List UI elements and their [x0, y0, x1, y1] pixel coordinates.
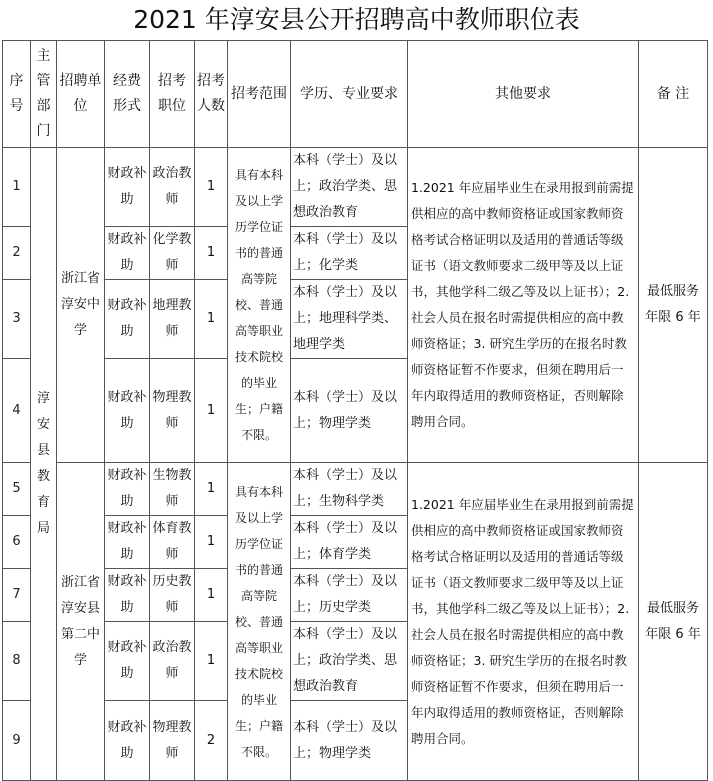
- position-cell: 物理教师: [150, 359, 195, 463]
- seq-cell: 2: [3, 227, 31, 280]
- seq-cell: 6: [3, 516, 31, 569]
- header-fund: 经费形式: [105, 41, 150, 148]
- header-edu: 学历、专业要求: [291, 41, 408, 148]
- position-cell: 政治教师: [150, 148, 195, 227]
- position-cell: 历史教师: [150, 569, 195, 622]
- position-cell: 地理教师: [150, 280, 195, 359]
- count-cell: 1: [195, 359, 228, 463]
- count-cell: 1: [195, 148, 228, 227]
- table-row: [3, 148, 708, 227]
- fund-cell: 财政补助: [105, 280, 150, 359]
- header-count: 招考人数: [195, 41, 228, 148]
- count-cell: 1: [195, 516, 228, 569]
- edu-cell: 本科（学士）及以上；历史学类: [291, 569, 408, 622]
- edu-cell: 本科（学士）及以上；体育学类: [291, 516, 408, 569]
- seq-cell: 8: [3, 622, 31, 701]
- unit-cell: 浙江省淳安县第二中学: [57, 463, 105, 781]
- note-cell: 最低服务年限 6 年: [639, 148, 708, 463]
- edu-cell: 本科（学士）及以上；政治学类、思想政治教育: [291, 622, 408, 701]
- header-note: 备 注: [639, 41, 708, 148]
- dept-cell: 淳安县教育局: [31, 148, 57, 781]
- header-row: [3, 41, 708, 148]
- fund-cell: 财政补助: [105, 622, 150, 701]
- page-title: 2021 年淳安县公开招聘高中教师职位表: [133, 5, 580, 34]
- header-seq: 序号: [3, 41, 31, 148]
- fund-cell: 财政补助: [105, 516, 150, 569]
- position-cell: 生物教师: [150, 463, 195, 516]
- fund-cell: 财政补助: [105, 701, 150, 781]
- requirements-cell: 1.2021 年应届毕业生在录用报到前需提供相应的高中教师资格证或国家教师资格考试合格证明以及适用的普通话等级证书（语文教师要求二级甲等及以上证书，其他学科二级乙等及以上证书）；2. 社会人员在报名时需提供相应的高中教师资格证；3. 研究生学历的在报名时教师资格证暂不作要求，但须在聘用后一年内取得适用的教师资格证，否则解除聘用合同。: [408, 463, 639, 781]
- requirements-cell: 1.2021 年应届毕业生在录用报到前需提供相应的高中教师资格证或国家教师资格考试合格证明以及适用的普通话等级证书（语文教师要求二级甲等及以上证书，其他学科二级乙等及以上证书）；2. 社会人员在报名时需提供相应的高中教师资格证；3. 研究生学历的在报名时教师资格证暂不作要求，但须在聘用后一年内取得适用的教师资格证，否则解除聘用合同。: [408, 148, 639, 463]
- position-cell: 化学教师: [150, 227, 195, 280]
- note-cell: 最低服务年限 6 年: [639, 463, 708, 781]
- fund-cell: 财政补助: [105, 227, 150, 280]
- count-cell: 1: [195, 463, 228, 516]
- count-cell: 1: [195, 569, 228, 622]
- seq-cell: 1: [3, 148, 31, 227]
- edu-cell: 本科（学士）及以上；生物科学类: [291, 463, 408, 516]
- seq-cell: 3: [3, 280, 31, 359]
- edu-cell: 本科（学士）及以上；物理学类: [291, 701, 408, 781]
- header-scope: 招考范围: [228, 41, 291, 148]
- header-dept: 主管部门: [31, 41, 57, 148]
- position-cell: 政治教师: [150, 622, 195, 701]
- scope-cell: 具有本科及以上学历学位证书的普通高等院校、普通高等职业技术院校的毕业生；户籍不限。: [228, 463, 291, 781]
- edu-cell: 本科（学士）及以上；化学类: [291, 227, 408, 280]
- fund-cell: 财政补助: [105, 359, 150, 463]
- position-cell: 体育教师: [150, 516, 195, 569]
- count-cell: 1: [195, 622, 228, 701]
- edu-cell: 本科（学士）及以上；地理科学类、地理学类: [291, 280, 408, 359]
- seq-cell: 9: [3, 701, 31, 781]
- unit-cell: 浙江省淳安中学: [57, 148, 105, 463]
- header-unit: 招聘单位: [57, 41, 105, 148]
- scope-cell: 具有本科及以上学历学位证书的普通高等院校、普通高等职业技术院校的毕业生；户籍不限。: [228, 148, 291, 463]
- seq-cell: 5: [3, 463, 31, 516]
- seq-cell: 4: [3, 359, 31, 463]
- edu-cell: 本科（学士）及以上；政治学类、思想政治教育: [291, 148, 408, 227]
- positions-table: [2, 40, 708, 781]
- fund-cell: 财政补助: [105, 148, 150, 227]
- count-cell: 2: [195, 701, 228, 781]
- fund-cell: 财政补助: [105, 569, 150, 622]
- position-cell: 物理教师: [150, 701, 195, 781]
- header-other: 其他要求: [408, 41, 639, 148]
- header-position: 招考职位: [150, 41, 195, 148]
- edu-cell: 本科（学士）及以上；物理学类: [291, 359, 408, 463]
- count-cell: 1: [195, 227, 228, 280]
- table-row: [3, 463, 708, 516]
- seq-cell: 7: [3, 569, 31, 622]
- fund-cell: 财政补助: [105, 463, 150, 516]
- count-cell: 1: [195, 280, 228, 359]
